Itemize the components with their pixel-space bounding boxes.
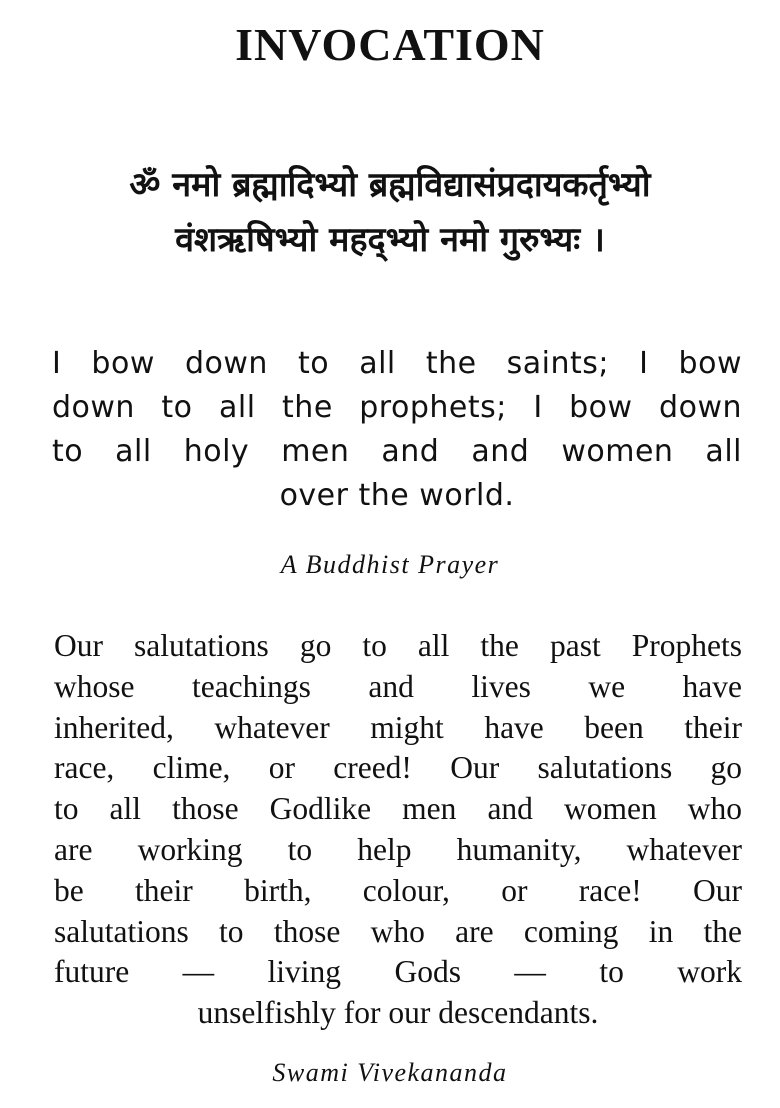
text-line: are working to help humanity, whatever <box>54 831 742 867</box>
text-line: salutations to those who are coming in the <box>54 913 742 949</box>
salutation-attribution: Swami Vivekananda <box>272 1058 508 1087</box>
sanskrit-line-2: वंशऋषिभ्यो महद्भ्यो नमो गुरुभ्यः । <box>175 220 605 260</box>
text-line: whose teachings and lives we have <box>54 668 742 704</box>
text-line: to all holy men and and women all <box>52 434 742 469</box>
page-title: INVOCATION <box>235 19 545 70</box>
text-line: future — living Gods — to work <box>54 954 742 990</box>
text-line: to all those Godlike men and women who <box>54 791 742 827</box>
prayer-attribution: A Buddhist Prayer <box>280 550 500 579</box>
text-line: Our salutations go to all the past Prophets <box>54 628 742 663</box>
text-line: unselfishly for our descendants. <box>197 995 599 1031</box>
vivekananda-salutation-text <box>54 626 742 1034</box>
text-line: I bow down to all the saints; I bow <box>52 346 742 381</box>
text-line: over the world. <box>279 478 515 513</box>
text-line: down to all the prophets; I bow down <box>52 390 742 425</box>
sanskrit-line-1: ॐ नमो ब्रह्मादिभ्यो ब्रह्मविद्यासंप्रदायकर्तृभ्यो <box>129 165 651 205</box>
buddhist-prayer-text <box>52 342 742 518</box>
text-line: be their birth, colour, or race! Our <box>54 872 742 908</box>
text-line: race, clime, or creed! Our salutations go <box>54 750 742 786</box>
text-line: inherited, whatever might have been their <box>54 709 742 745</box>
